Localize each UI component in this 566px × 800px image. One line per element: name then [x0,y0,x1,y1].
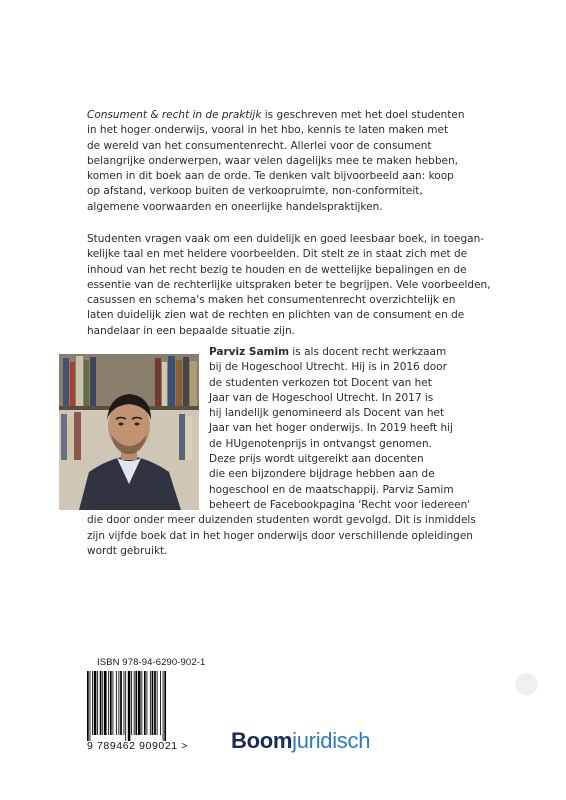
barcode-bar [163,671,164,741]
text-line: hij landelijk genomineerd als Docent van het [209,407,445,420]
publisher-logo [231,728,370,754]
barcode-bar [147,671,148,735]
watermark-glyph: ● [495,668,553,700]
text-line: die door onder meer duizenden studenten wordt gevolgd. Dit is inmiddels [87,514,476,527]
barcode-bar [124,671,125,735]
barcode-bar [150,671,151,735]
barcode-bar [110,671,112,735]
publisher-name-part2: juridisch [292,728,371,753]
barcode-bar [87,671,89,741]
barcode-bar [92,671,93,735]
text-line: inhoud van het recht bezig te houden en de wettelijke bepalingen en de [87,263,467,276]
text-line: essentie van de rechterlijke uitspraken beter te begrijpen. Vele voorbeelden, [87,278,491,291]
text-line: Deze prijs wordt uitgereikt aan docenten [209,453,424,466]
publisher-name-part1: Boom [231,728,293,753]
barcode-bar [125,671,126,741]
text-line: zijn vijfde boek dat in het hoger onderwijs door verschillende opleidingen [87,529,473,542]
text-line: algemene voorwaarden en oneerlijke handelspraktijken. [87,200,383,213]
text-line: handelaar in een bepaalde situatie zijn. [87,324,295,337]
text-line: de wereld van het consumentenrecht. Allerlei voor de consument [87,139,432,152]
barcode-bar [135,671,137,735]
barcode-bar [160,671,161,735]
book-title: Consument & recht in de praktijk [87,109,262,121]
text-line: beheert de Facebookpagina 'Recht voor iedereen' [209,498,471,511]
author-name: Parviz Samim [209,346,290,358]
text-line: laten duidelijk zien wat de rechten en plichten van de consument en de [87,309,465,322]
barcode-bar [108,671,109,735]
barcode-bar [128,671,131,741]
barcode-bar [138,671,141,735]
barcode-bar [164,671,166,741]
barcode-bar [97,671,98,735]
barcode-bar [116,671,117,735]
text-line: de HUgenotenprijs in ontvangst genomen. [209,437,432,450]
barcode-bar [100,671,102,735]
text-line: bij de Hogeschool Utrecht. Hij is in 2016 door [209,361,447,374]
text-line: Jaar van de Hogeschool Utrecht. In 2017 is [209,391,434,404]
text-line: op afstand, verkoop buiten de verkoopruimte, non-conformiteit, [87,185,423,198]
text-line: die een bijzondere bijdrage hebben aan de [209,468,435,481]
intro-paragraph: Consument & recht in de praktijk is geschreven met het doel studenten in het hoger onderwijs, vooral in het hbo, kennis te laten maken met de wereld van het consumentenrecht. Allerlei voor de consument belangrijke onderwerpen, waar velen dagelijks mee te maken hebben, komen in dit boek aan de orde. Te denken valt bijvoorbeeld aan: koop op afstand, verkoop buiten de verkoopruimte, non-conformiteit, algemene voorwaarden en oneerlijke handelspraktijken. [87,108,507,215]
barcode-bar [104,671,107,735]
text-line: komen in dit boek aan de orde. Te denken valt bijvoorbeeld aan: koop [87,170,454,183]
author-portrait-image [59,354,199,510]
author-bio: Parviz Samim is als docent recht werkzaam bij de Hogeschool Utrecht. Hij is in 2016 door de studenten verkozen tot Docent van het Jaar van de Hogeschool Utrecht. In 2017 is hij landelijk genomineerd als Docent van het Jaar van het hoger onderwijs. In 2019 heeft hij de HUgenotenprijs in ontvangst genomen. Deze prijs wordt uitgereikt aan docenten die een bijzondere bijdrage hebben aan de hogeschool en de maatschappij. Parviz Samim beheert de Facebookpagina 'Recht voor iedereen' die door onder meer duizenden studenten wordt gevolgd. Dit is inmiddels zijn vijfde boek dat in het hoger onderwijs door verschillende opleidingen wordt gebruikt. [209,345,566,559]
barcode-bar [102,671,103,735]
barcode-bar [113,671,114,735]
barcode-bar [90,671,91,741]
text-line: in het hoger onderwijs, vooral in het hbo, kennis te laten maken met [87,124,449,137]
barcode-bar [154,671,156,735]
author-photo [59,354,199,510]
text-line: casussen en schema's maken het consumentenrecht overzichtelijk en [87,294,456,307]
barcode-bar [152,671,154,735]
barcode-bar [134,671,135,735]
text-line: belangrijke onderwerpen, waar velen dagelijks mee te maken hebben, [87,154,458,167]
barcode-bar [141,671,142,735]
barcode-bar [157,671,158,735]
barcode-image [86,671,192,748]
text-line: Studenten vragen vaak om een duidelijk en goed leesbaar boek, in toegan- [87,233,485,245]
text-line: de studenten verkozen tot Docent van het [209,376,432,389]
text-line: kelijke taal en met heldere voorbeelden. Dit stelt ze in staat zich met de [87,248,468,261]
isbn-label: ISBN 978-94-6290-902-1 [97,657,206,668]
barcode-bar [94,671,97,735]
barcode-bar [144,671,146,735]
text-line: wordt gebruikt. [87,544,168,557]
barcode-bar [118,671,119,735]
second-paragraph [87,232,507,339]
text-line: hogeschool en de maatschappij. Parviz Samim [209,483,454,496]
text-line: Jaar van het hoger onderwijs. In 2019 heeft hij [209,422,453,435]
barcode-number: 9 789462 909021 > [87,740,188,752]
barcode-bar [120,671,122,735]
barcode-bar [131,671,132,735]
